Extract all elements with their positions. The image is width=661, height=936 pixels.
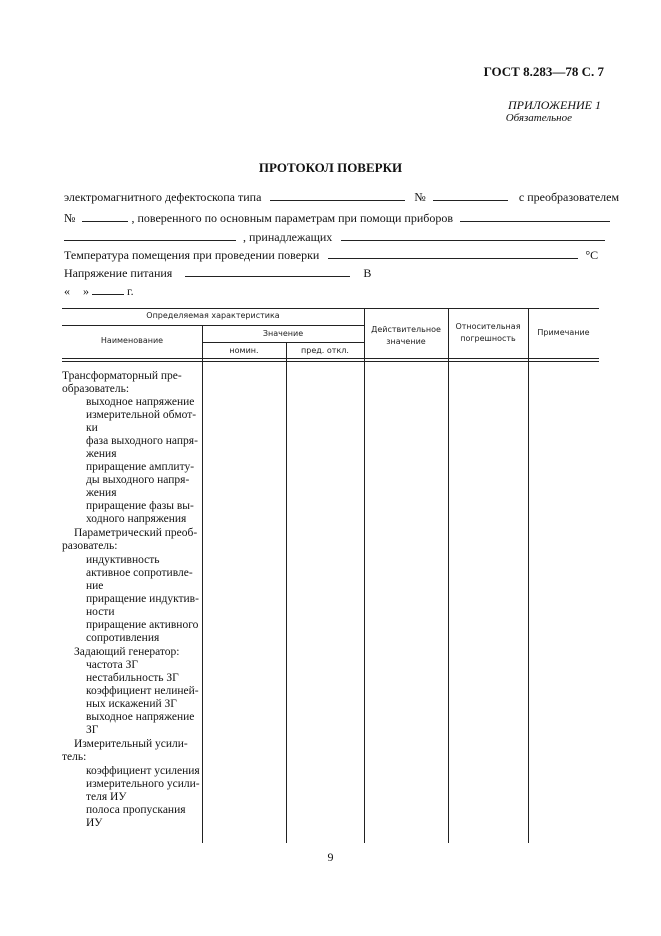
number-sign: №	[414, 190, 426, 204]
date-month-field[interactable]	[92, 282, 124, 295]
close-quote: »	[83, 284, 89, 298]
defectoscope-number-field[interactable]	[433, 188, 508, 201]
appendix-status: Обязательное	[505, 112, 572, 124]
header-value: Значение	[262, 329, 304, 338]
table-row: полоса пропускания	[86, 804, 186, 816]
open-quote: «	[64, 284, 70, 298]
standard-header: ГОСТ 8.283—78 С. 7	[483, 64, 604, 79]
table-row: ды выходного напря-	[86, 474, 190, 486]
table-row: приращение активного	[86, 619, 199, 631]
column-divider-error	[528, 308, 529, 843]
belonging-label: , принадлежащих	[243, 230, 333, 244]
form-line-3	[64, 228, 605, 245]
table-row: измерительной обмот-	[86, 409, 197, 421]
appendix-title: ПРИЛОЖЕНИЕ 1	[508, 98, 601, 112]
table-row: разователь:	[62, 540, 118, 552]
table-row: ных искажений ЗГ	[86, 698, 177, 710]
table-header-divider-1	[62, 325, 364, 326]
verified-with-label: , поверенного по основным параметрам при помощи приборов	[131, 211, 454, 225]
table-row: активное сопротивле-	[86, 567, 193, 579]
form-line-6	[64, 282, 134, 299]
supply-voltage-field[interactable]	[185, 264, 350, 277]
converter-number-field[interactable]	[82, 209, 128, 222]
table-row: Трансформаторный пре-	[62, 370, 182, 382]
table-header-bottom-2	[62, 361, 599, 362]
table-row: тель:	[62, 751, 87, 763]
supply-voltage-label: Напряжение питания	[64, 266, 173, 280]
header-note: Примечание	[537, 328, 590, 337]
table-row: ности	[86, 606, 115, 618]
column-divider-value	[286, 342, 287, 843]
table-row: ЗГ	[86, 724, 99, 736]
table-row: измерительного усили-	[86, 778, 200, 790]
table-row: фаза выходного напря-	[86, 435, 198, 447]
owner-field[interactable]	[341, 228, 605, 241]
form-line-4	[64, 246, 598, 263]
table-row: образователь:	[62, 383, 130, 395]
converter-label: с преобразователем	[518, 190, 620, 204]
defectoscope-type-label: электромагнитного дефектоскопа типа	[64, 190, 262, 204]
table-row: индуктивность	[86, 554, 160, 566]
table-row: ходного напряжения	[86, 513, 187, 525]
table-row: выходное напряжение	[86, 396, 195, 408]
table-row: коэффициент усиления	[86, 765, 200, 777]
form-line-5	[64, 264, 371, 281]
table-top-border	[62, 308, 599, 309]
table-header-bottom-1	[62, 358, 599, 359]
room-temperature-field[interactable]	[328, 246, 578, 259]
header-name: Наименование	[100, 336, 164, 345]
table-row: ние	[86, 580, 104, 592]
form-line-1	[64, 188, 619, 205]
table-header-divider-2	[202, 342, 364, 343]
temperature-unit: °С	[585, 248, 599, 262]
defectoscope-type-field[interactable]	[270, 188, 405, 201]
header-nominal: номин.	[229, 346, 259, 355]
number-sign: №	[64, 211, 76, 225]
table-row: жения	[86, 487, 117, 499]
header-relative-error: Относительная погрешность	[455, 322, 521, 343]
table-row: выходное напряжение	[86, 711, 195, 723]
table-row: сопротивления	[86, 632, 160, 644]
form-line-2	[64, 209, 610, 226]
protocol-title: ПРОТОКОЛ ПОВЕРКИ	[258, 160, 403, 175]
table-row: Задающий генератор:	[74, 646, 180, 658]
table-row: жения	[86, 448, 117, 460]
page-number: 9	[327, 850, 334, 864]
table-row: приращение амплиту-	[86, 461, 195, 473]
column-divider-actual	[448, 308, 449, 843]
header-tolerance: пред. откл.	[301, 346, 349, 355]
column-divider-characteristic	[364, 308, 365, 843]
instruments-field[interactable]	[460, 209, 610, 222]
header-actual-value: Действительное значение	[371, 325, 441, 346]
voltage-unit: В	[363, 266, 372, 280]
table-row: Измерительный усили-	[74, 738, 188, 750]
table-row: нестабильность ЗГ	[86, 672, 179, 684]
room-temperature-label: Температура помещения при проведении поверки	[64, 248, 320, 262]
table-row: приращение фазы вы-	[86, 500, 194, 512]
table-row: ИУ	[86, 817, 103, 829]
table-row: частота ЗГ	[86, 659, 139, 671]
table-row: теля ИУ	[86, 791, 127, 803]
table-row: ки	[86, 422, 98, 434]
instruments-continued-field[interactable]	[64, 228, 236, 241]
year-suffix: г.	[127, 284, 134, 298]
table-row: коэффициент нелиней-	[86, 685, 199, 697]
table-row: Параметрический преоб-	[74, 527, 198, 539]
table-row: приращение индуктив-	[86, 593, 199, 605]
header-characteristic: Определяемая характеристика	[146, 311, 280, 320]
column-divider-name	[202, 325, 203, 843]
